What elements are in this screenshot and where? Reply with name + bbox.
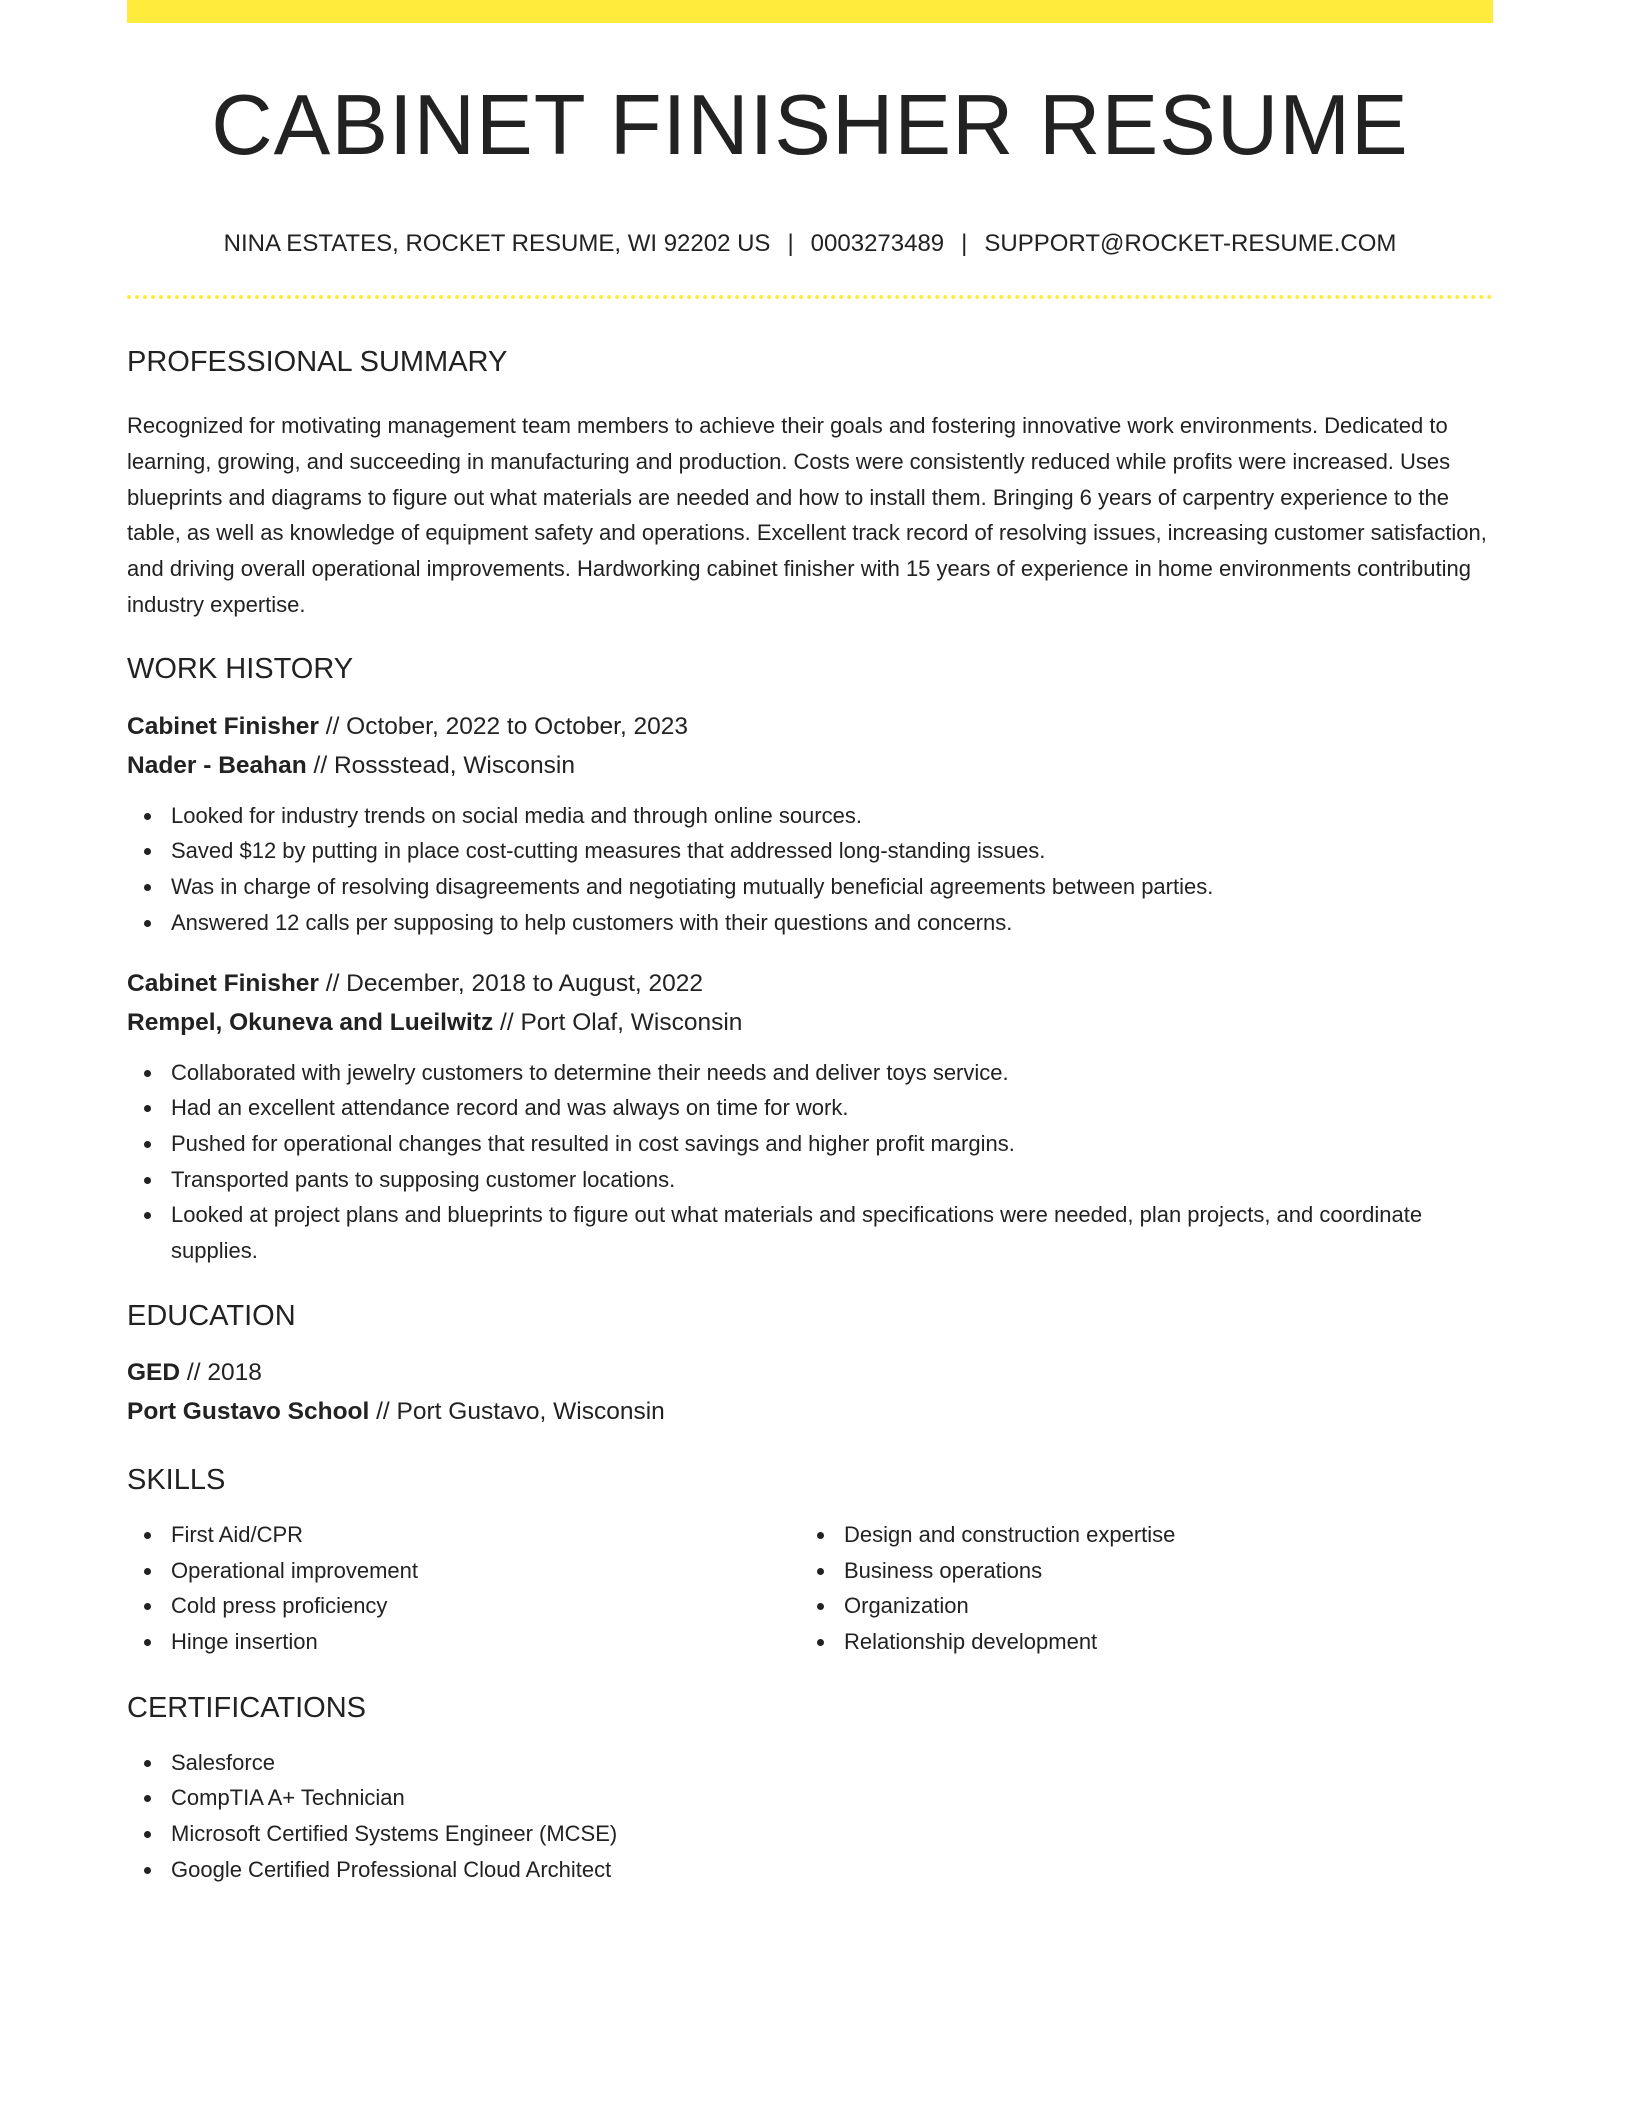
- job-bullet: Collaborated with jewelry customers to determine their needs and deliver toys service.: [127, 1055, 1493, 1091]
- job-company-line: [127, 746, 1493, 786]
- job-bullet: Transported pants to supposing customer locations.: [127, 1162, 1493, 1198]
- certification-item: Google Certified Professional Cloud Architect: [127, 1852, 1493, 1888]
- skill-item: Relationship development: [800, 1624, 1473, 1660]
- job-bullets: [127, 1055, 1493, 1269]
- job-bullets: [127, 798, 1493, 941]
- summary-heading: PROFESSIONAL SUMMARY: [127, 346, 508, 378]
- skills-list: [127, 1517, 800, 1660]
- skills-column-left: [127, 1517, 800, 1660]
- job-company: Rempel, Okuneva and Lueilwitz: [127, 1009, 494, 1037]
- contact-address: NINA ESTATES, ROCKET RESUME, WI 92202 US: [223, 230, 771, 257]
- skill-item: First Aid/CPR: [127, 1517, 800, 1553]
- certifications-list: [127, 1745, 1493, 1888]
- summary-text: Recognized for motivating management team members to achieve their goals and fostering innovative work environments. Dedicated to learning, growing, and succeeding in manufacturing and production. Costs were consistently reduced while profits were increased. Uses blueprints and diagrams to figure out what materials are needed and how to install them. Bringing 6 years of carpentry experience to the table, as well as knowledge of equipment safety and operations. Excellent track record of resolving issues, increasing customer satisfaction, and driving overall operational improvements. Hardworking cabinet finisher with 15 years of experience in home environments contributing industry expertise.: [127, 413, 1487, 617]
- skill-item: Cold press proficiency: [127, 1588, 800, 1624]
- job-bullet: Pushed for operational changes that resulted in cost savings and higher profit margins.: [127, 1126, 1493, 1162]
- job-bullet: Had an excellent attendance record and was always on time for work.: [127, 1090, 1493, 1126]
- job-bullet: Looked for industry trends on social media and through online sources.: [127, 798, 1493, 834]
- job-bullet: Was in charge of resolving disagreements and negotiating mutually beneficial agreements between parties.: [127, 869, 1493, 905]
- education-year: // 2018: [180, 1358, 262, 1386]
- contact-phone: 0003273489: [810, 230, 945, 257]
- job-title-line: [127, 707, 1493, 747]
- job-location: // Rossstead, Wisconsin: [306, 752, 575, 780]
- skills-grid: [127, 1517, 1493, 1660]
- job-title: Cabinet Finisher: [127, 712, 319, 740]
- skill-item: Organization: [800, 1588, 1473, 1624]
- top-accent-bar: [127, 0, 1493, 23]
- resume-page: [127, 0, 1493, 1887]
- job-bullet: Looked at project plans and blueprints to figure out what materials and specifications were needed, plan projects, and coordinate supplies.: [127, 1197, 1493, 1268]
- contact-separator: |: [961, 230, 968, 257]
- contact-email: SUPPORT@ROCKET-RESUME.COM: [984, 230, 1397, 257]
- education-school: Port Gustavo School: [127, 1398, 370, 1426]
- skill-item: Operational improvement: [127, 1553, 800, 1589]
- skills-column-right: [800, 1517, 1473, 1660]
- skills-list: [800, 1517, 1473, 1660]
- job-location: // Port Olaf, Wisconsin: [493, 1009, 743, 1037]
- education-degree-line: [127, 1353, 1493, 1393]
- certification-item: CompTIA A+ Technician: [127, 1780, 1493, 1816]
- education-location: // Port Gustavo, Wisconsin: [369, 1398, 665, 1426]
- skill-item: Business operations: [800, 1553, 1473, 1589]
- education-school-line: [127, 1392, 1493, 1432]
- job-title-line: [127, 964, 1493, 1004]
- contact-separator: |: [787, 230, 794, 257]
- skill-item: Design and construction expertise: [800, 1517, 1473, 1553]
- job-entry: [127, 707, 1493, 941]
- certifications-heading: CERTIFICATIONS: [127, 1691, 366, 1724]
- job-bullet: Saved $12 by putting in place cost-cutting measures that addressed long-standing issues.: [127, 833, 1493, 869]
- skill-item: Hinge insertion: [127, 1624, 800, 1660]
- work-history-heading: WORK HISTORY: [127, 652, 354, 685]
- dotted-divider: [127, 295, 1493, 299]
- job-dates: // December, 2018 to August, 2022: [318, 969, 704, 997]
- resume-title: CABINET FINISHER RESUME: [211, 78, 1409, 173]
- education-degree: GED: [127, 1358, 181, 1386]
- job-company: Nader - Beahan: [127, 752, 307, 780]
- certification-item: Salesforce: [127, 1745, 1493, 1781]
- job-title: Cabinet Finisher: [127, 969, 319, 997]
- education-heading: EDUCATION: [127, 1299, 296, 1332]
- skills-heading: SKILLS: [127, 1463, 226, 1496]
- contact-line: [127, 232, 1493, 256]
- job-bullet: Answered 12 calls per supposing to help customers with their questions and concerns.: [127, 905, 1493, 941]
- certification-item: Microsoft Certified Systems Engineer (MCSE): [127, 1816, 1493, 1852]
- job-company-line: [127, 1003, 1493, 1043]
- job-entry: [127, 964, 1493, 1269]
- job-dates: // October, 2022 to October, 2023: [318, 712, 689, 740]
